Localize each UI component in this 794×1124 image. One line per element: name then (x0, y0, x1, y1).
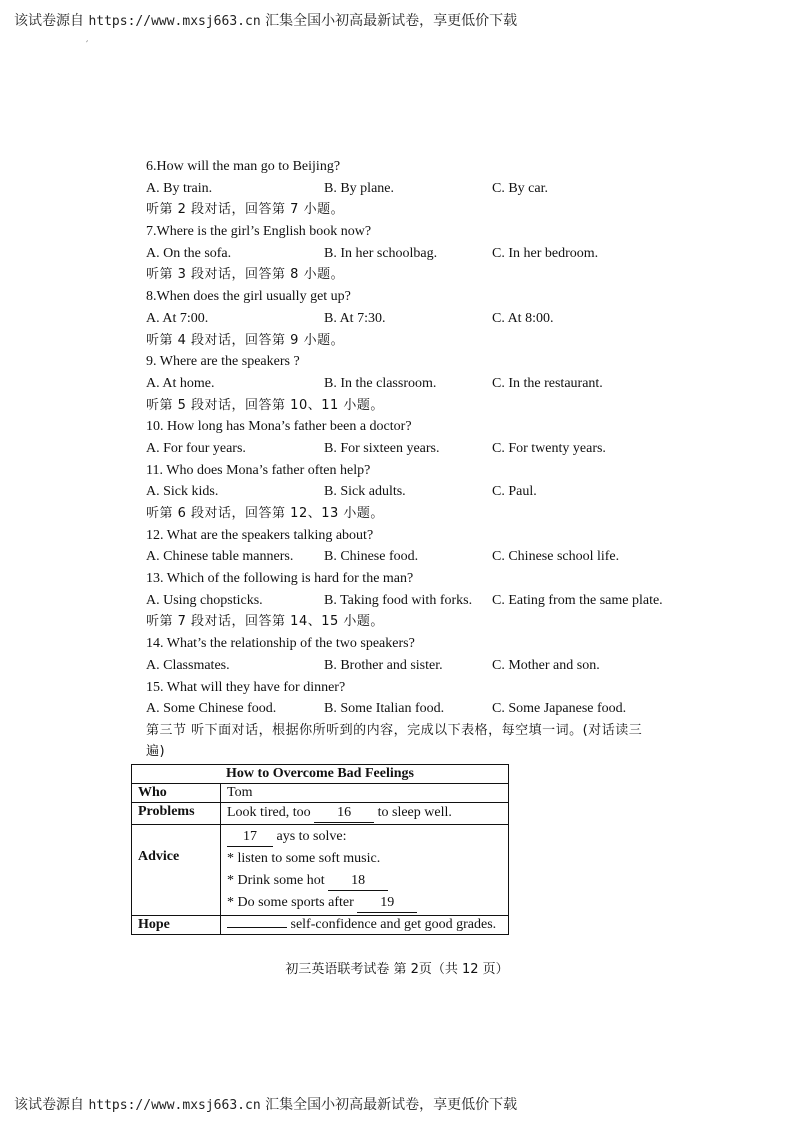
question-text: 7.Where is the girl’s English book now? (146, 224, 372, 240)
option-b: B. Taking food with forks. (324, 592, 473, 608)
option-a: A. At home. (146, 375, 215, 391)
table-row-problems (132, 803, 509, 825)
option-c: C. Some Japanese food. (492, 701, 627, 717)
section-instruction: 听第 5 段对话，回答第 10、11 小题。 (146, 397, 384, 413)
banner-suffix: 汇集全国小初高最新试卷，享更低价下载 (265, 1097, 518, 1113)
option-c: C. For twenty years. (492, 440, 606, 456)
option-c: C. By car. (492, 180, 548, 196)
option-c: C. In her bedroom. (492, 245, 599, 261)
option-a: A. Using chopsticks. (146, 592, 263, 608)
option-b: B. Brother and sister. (324, 657, 443, 673)
table-title-row (132, 765, 509, 784)
advice-label: Advice (132, 825, 221, 916)
advice-line1-text: ays to solve: (276, 829, 347, 844)
section-instruction: 听第 2 段对话，回答第 7 小题。 (146, 202, 345, 218)
option-c: C. In the restaurant. (492, 375, 603, 391)
option-b: B. By plane. (324, 180, 394, 196)
question-text: 9. Where are the speakers ? (146, 354, 300, 370)
question-list (146, 156, 663, 762)
option-a: A. Chinese table manners. (146, 549, 294, 565)
option-c: C. Eating from the same plate. (492, 592, 663, 608)
problems-post: to sleep well. (377, 805, 452, 820)
section-instruction: 听第 3 段对话，回答第 8 小题。 (146, 267, 345, 283)
question-text: 14. What’s the relationship of the two speakers? (146, 636, 415, 652)
hope-label: Hope (132, 916, 221, 935)
banner-url[interactable]: https://www.mxsj663.cn (88, 1098, 261, 1113)
question-text: 10. How long has Mona’s father been a doctor? (146, 419, 412, 435)
question-text: 12. What are the speakers talking about? (146, 527, 374, 543)
option-a: A. Some Chinese food. (146, 701, 277, 717)
option-b: B. Some Italian food. (324, 701, 445, 717)
option-a: A. By train. (146, 180, 213, 196)
question-text: 6.How will the man go to Beijing? (146, 159, 341, 174)
option-a: A. At 7:00. (146, 310, 209, 326)
problems-cell (221, 803, 509, 825)
blank-18: 18 (328, 872, 388, 891)
option-row (146, 373, 646, 395)
blank-17: 17 (227, 828, 273, 847)
source-banner-top (14, 10, 780, 30)
info-table (131, 764, 509, 935)
question-text: 8.When does the girl usually get up? (146, 289, 351, 305)
option-row (146, 698, 646, 720)
table-row-advice (132, 825, 509, 916)
option-row (146, 590, 663, 612)
banner-prefix: 该试卷源自 (14, 1097, 84, 1113)
table-title: How to Overcome Bad Feelings (132, 765, 509, 784)
advice-line3-text: * Drink some hot (227, 873, 325, 888)
problems-pre: Look tired, too (227, 805, 311, 820)
question-text: 15. What will they have for dinner? (146, 679, 346, 695)
section-instruction: 听第 6 段对话，回答第 12、13 小题。 (146, 506, 384, 521)
scan-mark: ′ (86, 40, 89, 51)
blank-19: 19 (357, 894, 417, 913)
option-c: C. Mother and son. (492, 657, 600, 673)
page-footer: 初三英语联考试卷 第 2页（共 12 页） (285, 962, 509, 977)
option-a: A. For four years. (146, 440, 246, 456)
option-c: C. Chinese school life. (492, 549, 620, 565)
advice-line-3 (227, 870, 502, 892)
hope-cell (221, 916, 509, 935)
option-row (146, 481, 646, 503)
advice-line4-text: * Do some sports after (227, 895, 354, 910)
section-heading: 第三节 听下面对话，根据你所听到的内容，完成以下表格，每空填一词。(对话读三遍) (146, 722, 643, 759)
option-c: C. At 8:00. (492, 310, 554, 326)
option-b: B. In her schoolbag. (324, 245, 438, 261)
question-text: 11. Who does Mona’s father often help? (146, 462, 371, 478)
option-row (146, 178, 646, 200)
option-row (146, 546, 646, 568)
option-c: C. Paul. (492, 484, 537, 500)
option-b: B. At 7:30. (324, 310, 386, 326)
option-b: B. Chinese food. (324, 549, 419, 565)
advice-line-2: * listen to some soft music. (227, 851, 381, 866)
option-a: A. Sick kids. (146, 484, 219, 500)
option-a: A. On the sofa. (146, 245, 232, 261)
table-row-who (132, 784, 509, 803)
question-text: 13. Which of the following is hard for the man? (146, 571, 414, 587)
blank-20 (227, 927, 287, 928)
option-b: B. Sick adults. (324, 484, 406, 500)
advice-line-1 (227, 826, 502, 848)
section-instruction: 听第 4 段对话，回答第 9 小题。 (146, 332, 345, 348)
hope-post: self-confidence and get good grades. (290, 917, 497, 932)
option-row (146, 243, 646, 265)
option-b: B. In the classroom. (324, 375, 437, 391)
advice-line-4 (227, 892, 502, 914)
table-row-hope (132, 916, 509, 935)
source-banner-bottom (14, 1094, 780, 1114)
problems-label: Problems (132, 803, 221, 825)
banner-suffix: 汇集全国小初高最新试卷，享更低价下载 (265, 13, 518, 29)
section-instruction: 听第 7 段对话，回答第 14、15 小题。 (146, 614, 384, 630)
blank-16: 16 (314, 804, 374, 823)
advice-cell (221, 825, 509, 916)
who-label: Who (132, 784, 221, 803)
option-row (146, 438, 646, 460)
option-row (146, 655, 646, 677)
option-a: A. Classmates. (146, 657, 230, 673)
who-value: Tom (221, 784, 509, 803)
banner-url[interactable]: https://www.mxsj663.cn (88, 14, 261, 29)
option-row (146, 308, 646, 330)
option-b: B. For sixteen years. (324, 440, 440, 456)
banner-prefix: 该试卷源自 (14, 13, 84, 29)
